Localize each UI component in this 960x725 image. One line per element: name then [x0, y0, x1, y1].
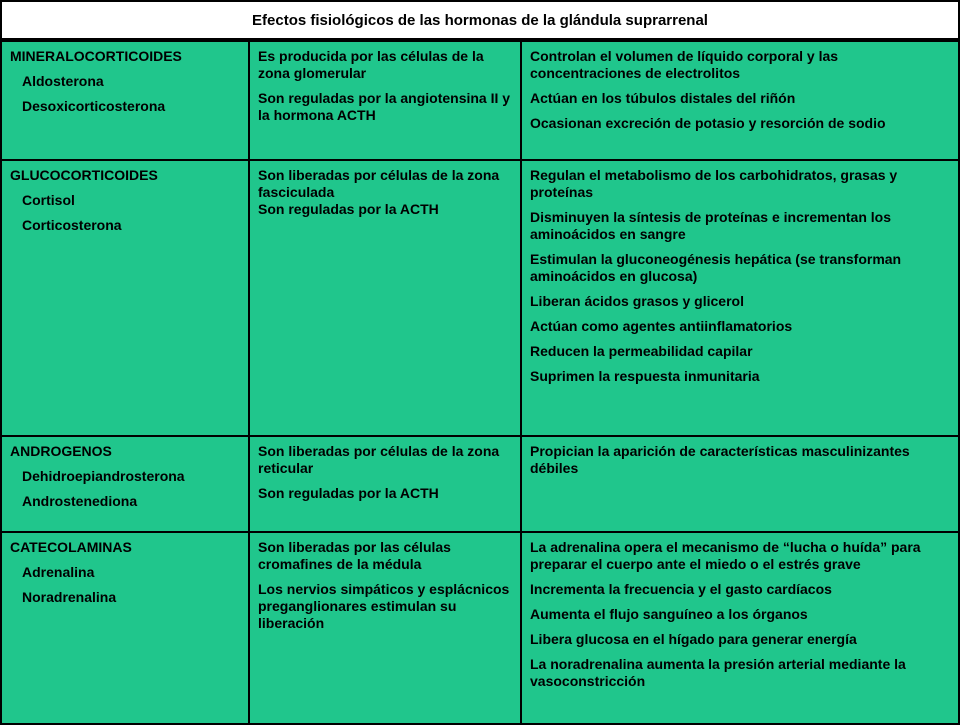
effect-item: Actúan en los túbulos distales del riñón [530, 90, 796, 106]
table-row [1, 160, 959, 436]
effect-item: Libera glucosa en el hígado para generar energía [530, 631, 857, 647]
origin-item: Son liberadas por células de la zona fasciculada [258, 167, 500, 200]
effect-item: La adrenalina opera el mecanismo de “lucha o huída” para preparar el cuerpo ante el miedo o el estrés grave [530, 539, 921, 572]
category-name: GLUCOCORTICOIDES [10, 167, 158, 183]
effect-item: Regulan el metabolismo de los carbohidratos, grasas y proteínas [530, 167, 898, 200]
hormone-name: Dehidroepiandrosterona [22, 468, 185, 484]
slide-title: Efectos fisiológicos de las hormonas de la glándula suprarrenal [0, 0, 960, 40]
effect-item: Propician la aparición de características masculinizantes débiles [530, 443, 910, 476]
effect-item: Reducen la permeabilidad capilar [530, 343, 753, 359]
effect-item: Ocasionan excreción de potasio y resorción de sodio [530, 115, 886, 131]
hormone-name: Adrenalina [22, 564, 95, 580]
category-name: ANDROGENOS [10, 443, 112, 459]
hormone-name: Desoxicorticosterona [22, 98, 166, 114]
hormone-name: Noradrenalina [22, 589, 117, 605]
hormone-name: Cortisol [22, 192, 75, 208]
hormone-name: Aldosterona [22, 73, 104, 89]
table-row [1, 41, 959, 160]
origin-item: Son reguladas por la ACTH [258, 485, 439, 501]
category-cell [1, 160, 249, 436]
category-name: CATECOLAMINAS [10, 539, 132, 555]
effect-item: Estimulan la gluconeogénesis hepática (se transforman aminoácidos en glucosa) [530, 251, 902, 284]
category-cell [1, 532, 249, 724]
category-cell [1, 41, 249, 160]
category-cell [1, 436, 249, 532]
effect-item: Controlan el volumen de líquido corporal y las concentraciones de electrolitos [530, 48, 839, 81]
origin-cell [249, 160, 521, 436]
effect-item: Incrementa la frecuencia y el gasto cardíacos [530, 581, 832, 597]
effect-item: Actúan como agentes antiinflamatorios [530, 318, 793, 334]
origin-item: Son liberadas por células de la zona reticular [258, 443, 500, 476]
origin-item: Son reguladas por la ACTH [258, 201, 439, 217]
origin-item: Los nervios simpáticos y esplácnicos preganglionares estimulan su liberación [258, 581, 510, 631]
origin-item: Son reguladas por la angiotensina II y la hormona ACTH [258, 90, 511, 123]
effect-item: Aumenta el flujo sanguíneo a los órganos [530, 606, 808, 622]
hormone-name: Corticosterona [22, 217, 122, 233]
origin-item: Son liberadas por las células cromafines de la médula [258, 539, 451, 572]
table-row [1, 532, 959, 724]
effects-cell [521, 532, 959, 724]
effects-cell [521, 160, 959, 436]
origin-item: Es producida por las células de la zona glomerular [258, 48, 484, 81]
table-row [1, 436, 959, 532]
hormone-table [0, 40, 960, 725]
hormone-name: Androstenediona [22, 493, 138, 509]
origin-cell [249, 436, 521, 532]
effects-cell [521, 41, 959, 160]
effect-item: La noradrenalina aumenta la presión arterial mediante la vasoconstricción [530, 656, 906, 689]
origin-cell [249, 41, 521, 160]
effects-cell [521, 436, 959, 532]
category-name: MINERALOCORTICOIDES [10, 48, 182, 64]
origin-cell [249, 532, 521, 724]
effect-item: Suprimen la respuesta inmunitaria [530, 368, 760, 384]
effect-item: Disminuyen la síntesis de proteínas e incrementan los aminoácidos en sangre [530, 209, 892, 242]
effect-item: Liberan ácidos grasos y glicerol [530, 293, 744, 309]
